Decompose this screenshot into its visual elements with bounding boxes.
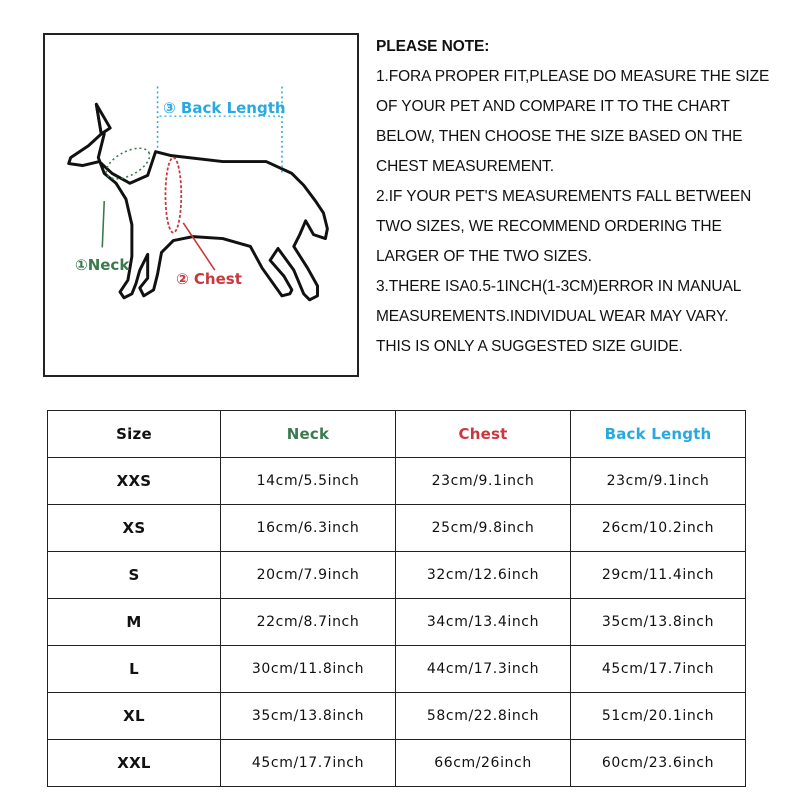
note-line: BELOW, THEN CHOOSE THE SIZE BASED ON THE xyxy=(376,128,743,145)
neck-cell: 45cm/17.7inch xyxy=(221,740,396,787)
size-cell: S xyxy=(48,552,221,599)
back-length-cell: 26cm/10.2inch xyxy=(571,505,746,552)
note-line: MEASUREMENTS.INDIVIDUAL WEAR MAY VARY. xyxy=(376,308,729,325)
size-cell: XL xyxy=(48,693,221,740)
size-cell: XXS xyxy=(48,458,221,505)
neck-cell: 30cm/11.8inch xyxy=(221,646,396,693)
header-chest: Chest xyxy=(396,411,571,458)
note-line: LARGER OF THE TWO SIZES. xyxy=(376,248,592,265)
chest-cell: 32cm/12.6inch xyxy=(396,552,571,599)
table-row xyxy=(48,693,746,740)
neck-cell: 22cm/8.7inch xyxy=(221,599,396,646)
size-note xyxy=(376,32,786,362)
chest-cell: 23cm/9.1inch xyxy=(396,458,571,505)
neck-cell: 35cm/13.8inch xyxy=(221,693,396,740)
table-row xyxy=(48,552,746,599)
size-cell: M xyxy=(48,599,221,646)
size-cell: L xyxy=(48,646,221,693)
table-row xyxy=(48,646,746,693)
table-header-row xyxy=(48,411,746,458)
header-neck: Neck xyxy=(221,411,396,458)
chest-cell: 25cm/9.8inch xyxy=(396,505,571,552)
header-back-length: Back Length xyxy=(571,411,746,458)
note-line: TWO SIZES, WE RECOMMEND ORDERING THE xyxy=(376,218,722,235)
chest-cell: 44cm/17.3inch xyxy=(396,646,571,693)
note-line: CHEST MEASUREMENT. xyxy=(376,158,554,175)
table-row xyxy=(48,505,746,552)
chest-cell: 66cm/26inch xyxy=(396,740,571,787)
chest-cell: 58cm/22.8inch xyxy=(396,693,571,740)
note-line: THIS IS ONLY A SUGGESTED SIZE GUIDE. xyxy=(376,338,683,355)
chest-label: ② Chest xyxy=(176,270,242,288)
neck-cell: 14cm/5.5inch xyxy=(221,458,396,505)
dog-outline-illustration xyxy=(45,35,357,375)
table-row xyxy=(48,740,746,787)
back-length-cell: 51cm/20.1inch xyxy=(571,693,746,740)
note-line: OF YOUR PET AND COMPARE IT TO THE CHART xyxy=(376,98,730,115)
note-line: 1.FORA PROPER FIT,PLEASE DO MEASURE THE SIZE xyxy=(376,68,770,85)
note-title: PLEASE NOTE: xyxy=(376,38,490,55)
back-length-label: ③ Back Length xyxy=(163,99,286,117)
note-line: 3.THERE ISA0.5-1INCH(1-3CM)ERROR IN MANUAL xyxy=(376,278,742,295)
neck-cell: 16cm/6.3inch xyxy=(221,505,396,552)
header-size: Size xyxy=(48,411,221,458)
size-cell: XS xyxy=(48,505,221,552)
note-line: 2.IF YOUR PET'S MEASUREMENTS FALL BETWEEN xyxy=(376,188,752,205)
table-row xyxy=(48,458,746,505)
size-cell: XXL xyxy=(48,740,221,787)
ear-shape xyxy=(96,104,110,134)
table-row xyxy=(48,599,746,646)
size-chart-table xyxy=(47,410,746,787)
back-length-cell: 45cm/17.7inch xyxy=(571,646,746,693)
measurement-diagram xyxy=(43,33,359,377)
back-length-cell: 23cm/9.1inch xyxy=(571,458,746,505)
chest-cell: 34cm/13.4inch xyxy=(396,599,571,646)
back-length-cell: 29cm/11.4inch xyxy=(571,552,746,599)
neck-cell: 20cm/7.9inch xyxy=(221,552,396,599)
neck-pointer-line xyxy=(102,201,104,247)
back-length-cell: 35cm/13.8inch xyxy=(571,599,746,646)
back-length-cell: 60cm/23.6inch xyxy=(571,740,746,787)
neck-label: ①Neck xyxy=(75,256,130,274)
